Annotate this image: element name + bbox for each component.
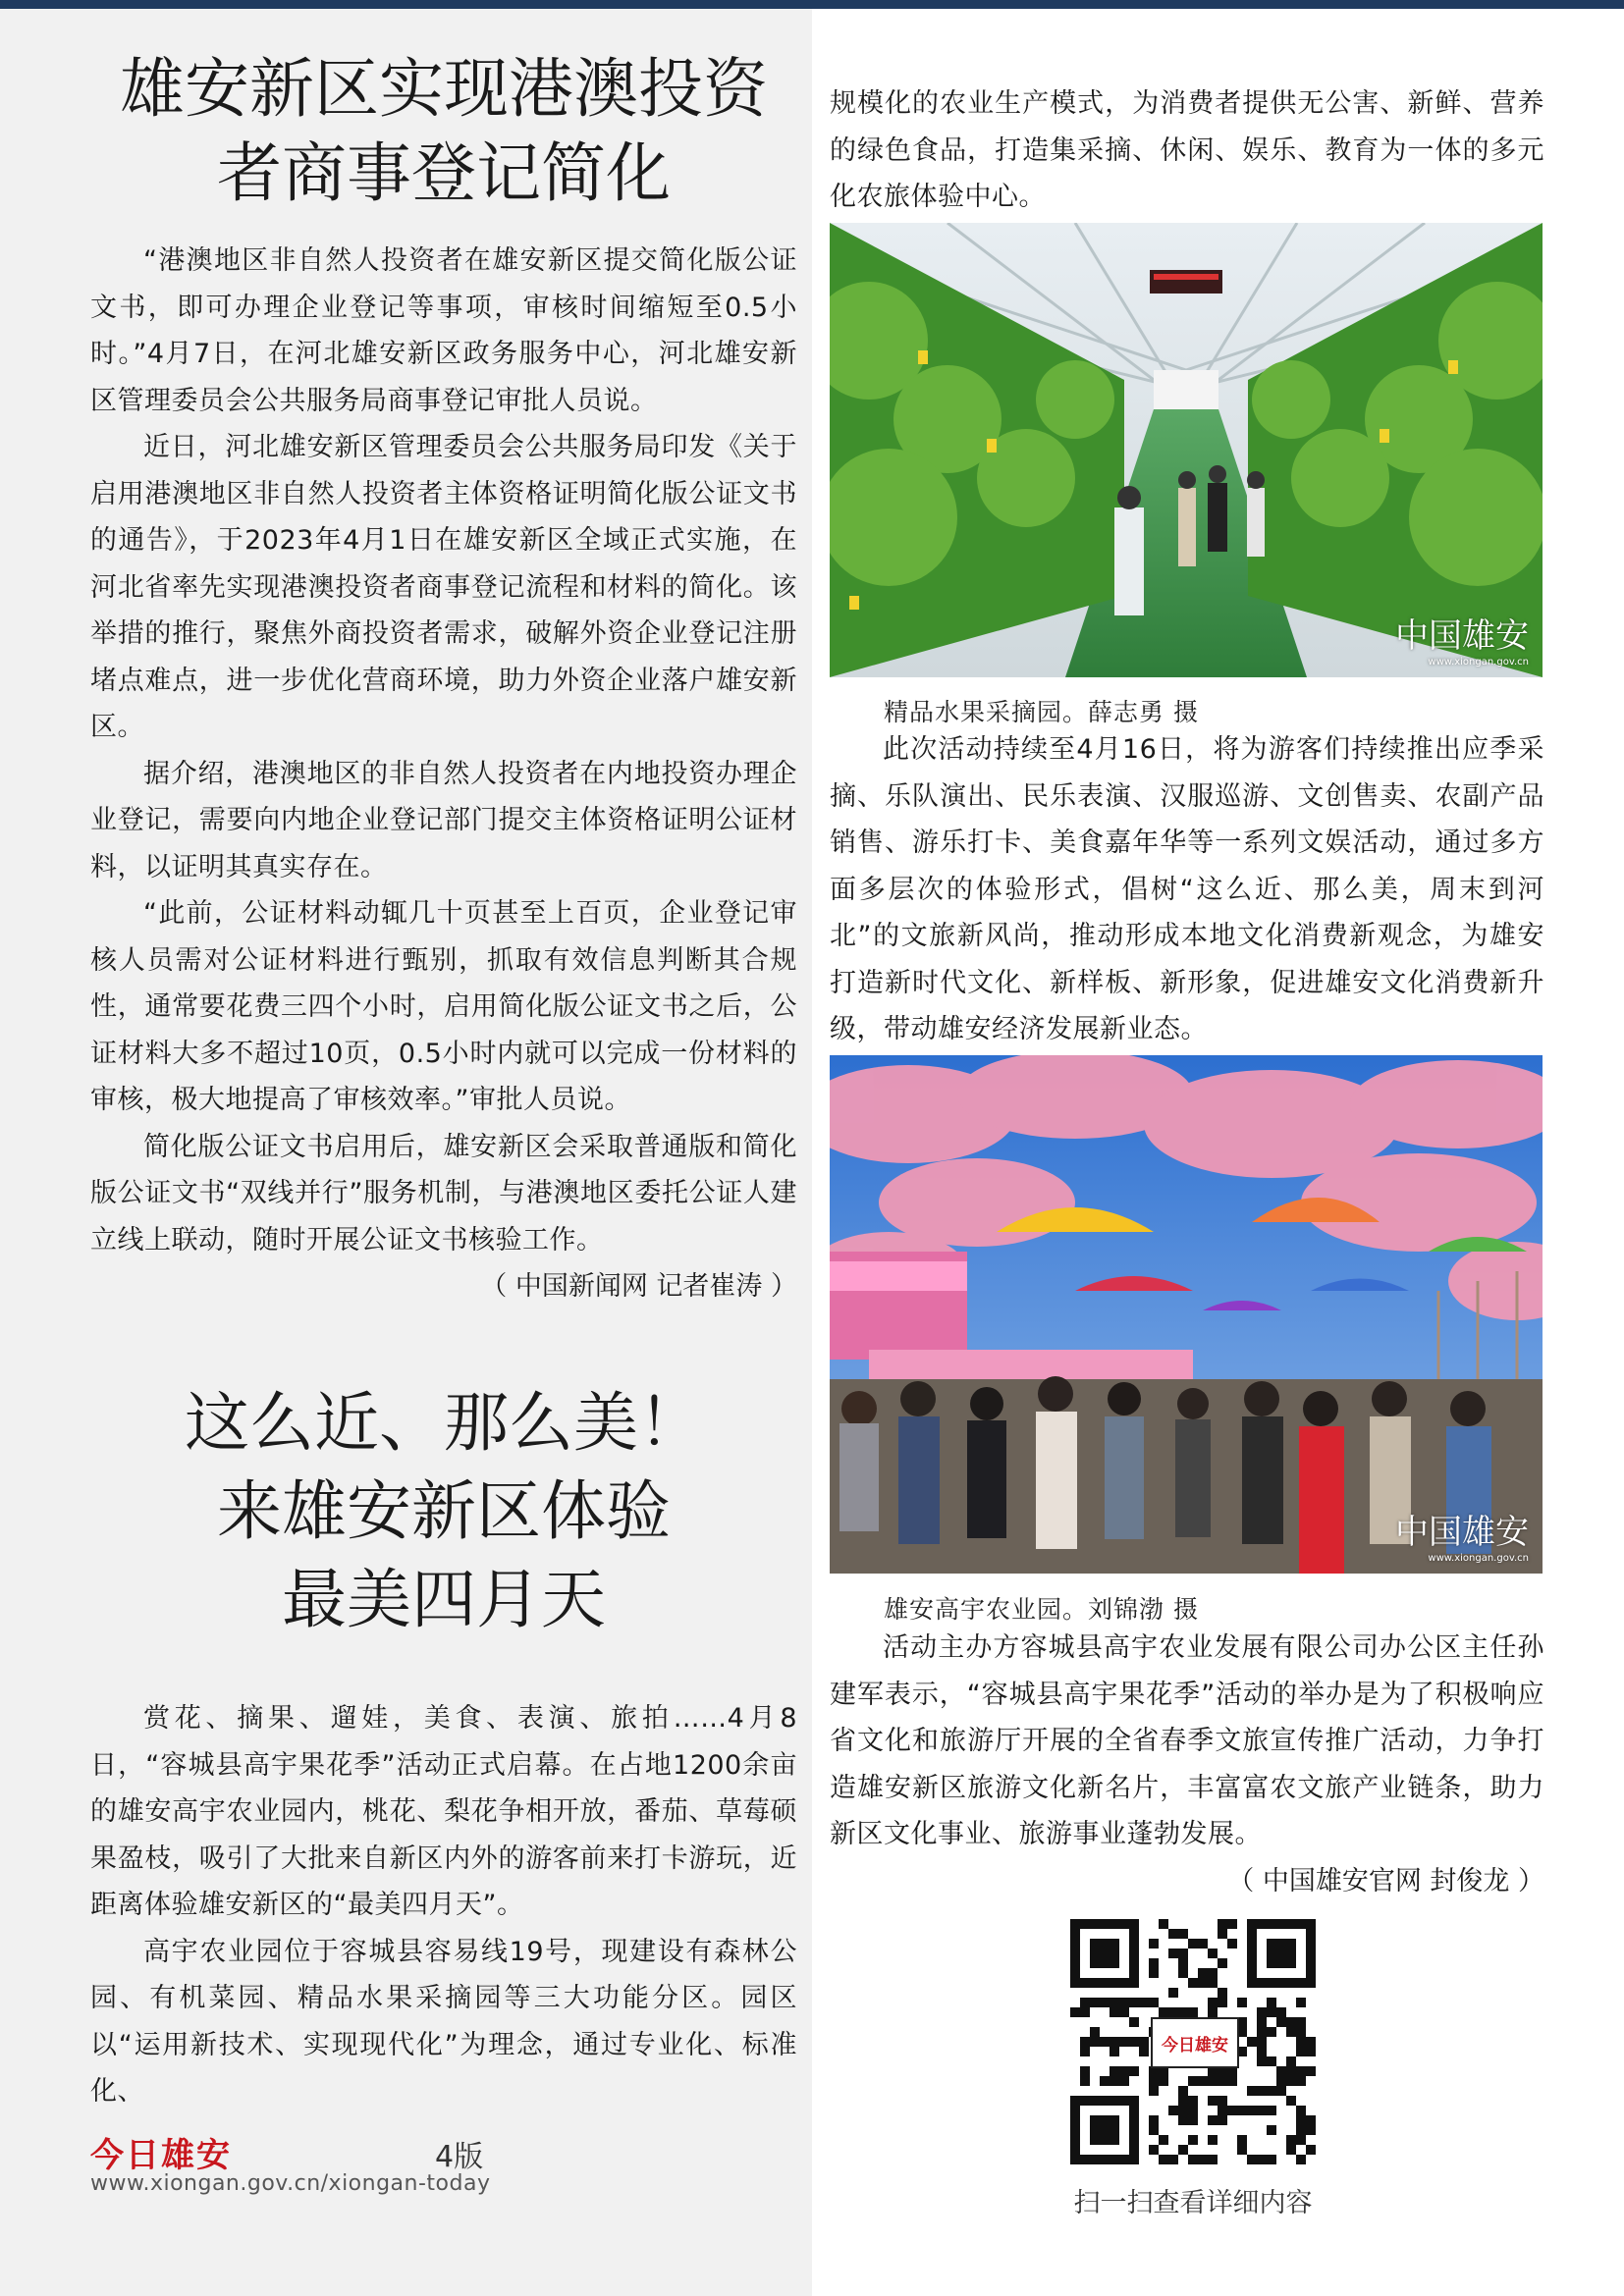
article-2-left-text [90,1695,797,2115]
top-bar [0,0,1624,9]
article-1-paragraph: 简化版公证文书启用后，雄安新区会采取普通版和简化版公证文书“双线并行”服务机制，与港澳地区委托公证人建立线上联动，随时开展公证文书核验工作。 [90,1131,797,1255]
article-2-final-text [830,1625,1544,1904]
blossom-festival-photo-caption: 雄安高宇农业园。刘锦渤 摄 [884,1595,1199,1624]
article-2-paragraph: 高宇农业园位于容城县容易线19号，现建设有森林公园、有机菜园、精品水果采摘园等三大功能分区。园区以“运用新技术、实现现代化”为理念，通过专业化、标准化、 [90,1936,797,2107]
article-2-paragraph: 赏花、摘果、遛娃，美食、表演、旅拍……4月8日，“容城县高宇果花季”活动正式启幕。在占地1200余亩的雄安高宇农业园内，桃花、梨花争相开放，番茄、草莓硕果盈枝，吸引了大批来自新区内外的游客前来打卡游玩，近距离体验雄安新区的“最美四月天”。 [90,1703,797,1920]
watermark-text: 中国雄安 [1395,1513,1529,1552]
article-2-middle-text [830,726,1544,1053]
article-2-byline: （ 中国雄安官网 封俊龙 ） [1227,1865,1544,1896]
article-2-paragraph: 此次活动持续至4月16日，将为游客们持续推出应季采摘、乐队演出、民乐表演、汉服巡游、文创售卖、农副产品销售、游乐打卡、美食嘉年华等一系列文娱活动，通过多方面多层次的体验形式，倡树“这么近、那么美，周末到河北”的文旅新风尚，推动形成本地文化消费新观念，为雄安打造新时代文化、新样板、新形象，促进雄安文化消费新升级，带动雄安经济发展新业态。 [830,734,1544,1044]
blossom-festival-illustration [830,1055,1543,1574]
article-1 [90,47,797,1309]
watermark-site: www.xiongan.gov.cn [1428,657,1529,667]
article-2-continued-paragraph: 规模化的农业生产模式，为消费者提供无公害、新鲜、营养的绿色食品，打造集采摘、休闲、娱乐、教育为一体的多元化农旅体验中心。 [830,88,1544,212]
article-2-title-line1: 这么近、那么美！ [185,1385,703,1461]
greenhouse-photo [830,223,1543,677]
page-number: 4版 [435,2140,484,2174]
article-1-paragraph: 近日，河北雄安新区管理委员会公共服务局印发《关于启用港澳地区非自然人投资者主体资格证明简化版公证文书的通告》，于2023年4月1日在雄安新区全域正式实施，在河北省率先实现港澳投资者商事登记流程和材料的简化。该举措的推行，聚焦外商投资者需求，破解外资企业登记注册堵点难点，进一步优化营商环境，助力外资企业落户雄安新区。 [90,432,797,742]
article-1-byline: （ 中国新闻网 记者崔涛 ） [480,1271,797,1302]
watermark-text: 中国雄安 [1395,616,1529,656]
article-2-continued [830,80,1544,221]
article-1-paragraph: “港澳地区非自然人投资者在雄安新区提交简化版公证文书，即可办理企业登记等事项，审核时间缩短至0.5小时。”4月7日，在河北雄安新区政务服务中心，河北雄安新区管理委员会公共服务局商事登记审批人员说。 [90,245,797,416]
qr-center-logo [1151,2017,1239,2068]
qr-code[interactable] [1070,1919,1316,2164]
qr-center-logo-text: 今日雄安 [1162,2035,1228,2056]
article-1-paragraph: 据介绍，港澳地区的非自然人投资者在内地投资办理企业登记，需要向内地企业登记部门提交主体资格证明公证材料，以证明其真实存在。 [90,758,797,882]
publication-url[interactable]: www.xiongan.gov.cn/xiongan-today [90,2171,491,2196]
article-1-title-line1: 雄安新区实现港澳投资 [120,51,768,127]
watermark-site: www.xiongan.gov.cn [1428,1553,1529,1564]
article-2-title-line2: 来雄安新区体验 [217,1473,671,1549]
photo-watermark [1395,1505,1529,1564]
article-1-paragraph: “此前，公证材料动辄几十页甚至上百页，企业登记审核人员需对公证材料进行甄别，抓取有效信息判断其合规性，通常要花费三四个小时，启用简化版公证文书之后，公证材料大多不超过10页，0.5小时内就可以完成一份材料的审核，极大地提高了审核效率。”审批人员说。 [90,898,797,1115]
greenhouse-photo-caption: 精品水果采摘园。薛志勇 摄 [884,698,1199,726]
photo-watermark [1395,609,1529,667]
publication-logo: 今日雄安 [90,2136,232,2175]
article-2-title-block [90,1379,797,1644]
article-1-title-line2: 者商事登记简化 [217,135,671,211]
qr-code-label: 扫一扫查看详细内容 [1073,2188,1313,2218]
article-2-title [90,1379,797,1644]
article-2-title-line3: 最美四月天 [282,1562,606,1637]
blossom-festival-photo [830,1055,1543,1574]
article-1-title [90,47,797,216]
article-2-paragraph: 活动主办方容城县高宇农业发展有限公司办公区主任孙建军表示，“容城县高宇果花季”活动的举办是为了积极响应省文化和旅游厅开展的全省春季文旅宣传推广活动，力争打造雄安新区旅游文化新名片，丰富富农文旅产业链条，助力新区文化事业、旅游事业蓬勃发展。 [830,1632,1544,1849]
